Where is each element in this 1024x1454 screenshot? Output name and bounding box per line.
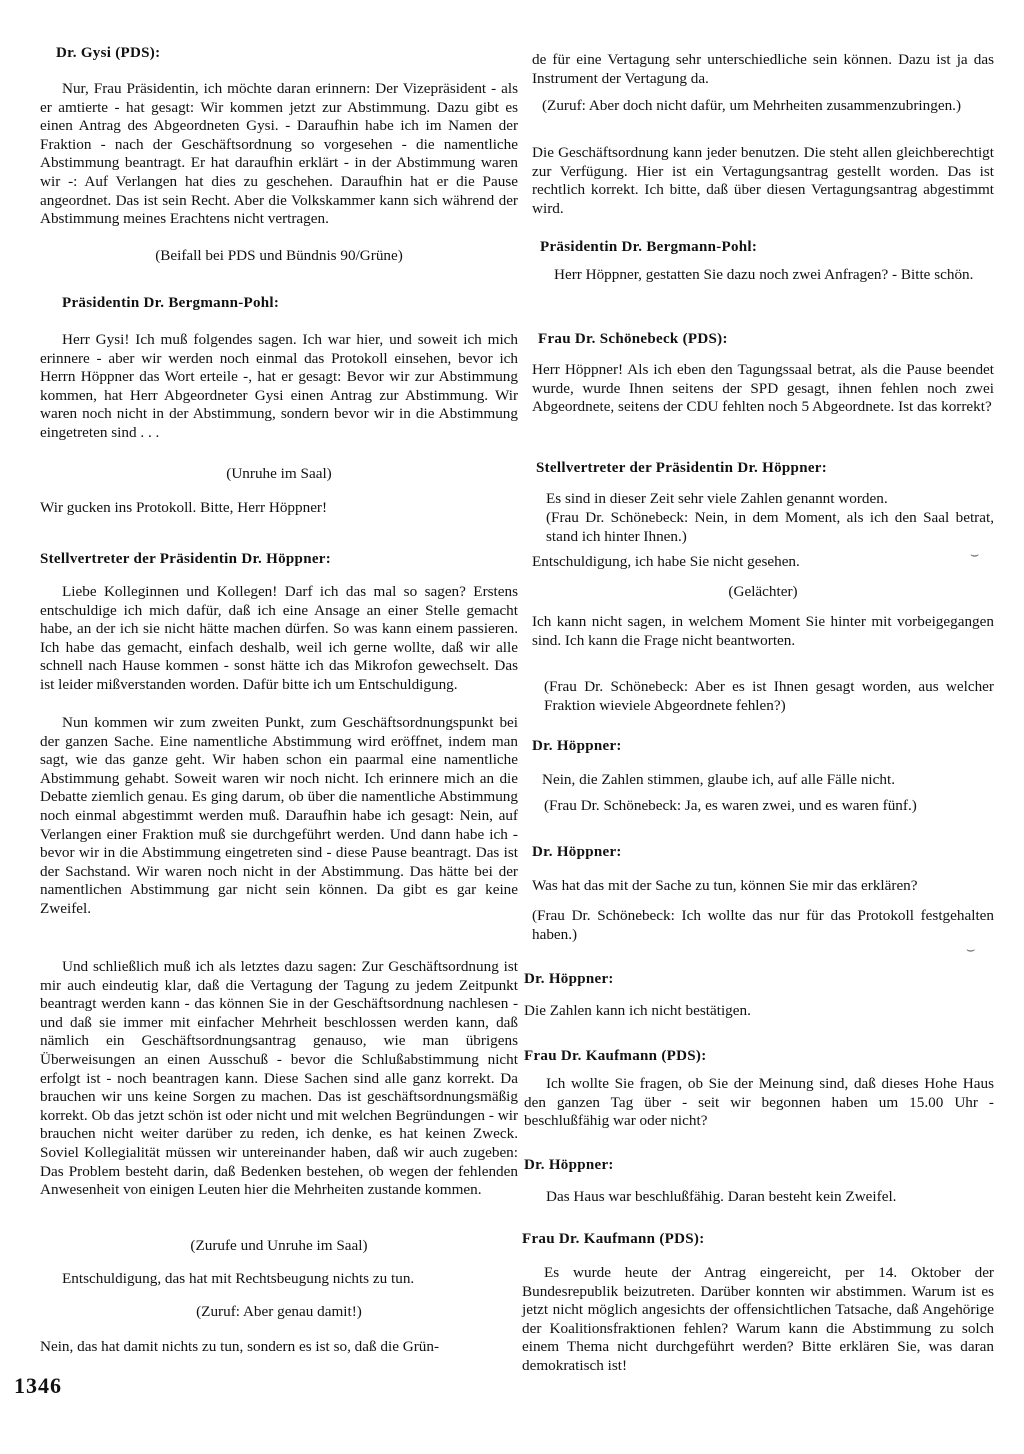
speaker-heading: Dr. Gysi (PDS): xyxy=(56,45,161,61)
paragraph: Liebe Kolleginnen und Kollegen! Darf ich das mal so sagen? Erstens entschuldige ich mich dafür, daß ich eine Ansage an einer Stelle gemacht habe, an der ich sie nicht hätte machen dürfen. So was kann einem passieren. Ich habe das gemacht, einfach deshalb, weil ich gerne wollte, daß wir alle schnell nach Hause kommen - sonst hätte ich das Mikrofon gewechselt. Das ist leider mißverstanden worden. Dafür bitte ich um Entschuldigung. xyxy=(40,583,518,693)
paragraph: de für eine Vertagung sehr unterschiedliche sein können. Dazu ist ja das Instrument der Vertagung da. xyxy=(532,51,994,87)
paragraph: Die Zahlen kann ich nicht bestätigen. xyxy=(524,1002,751,1019)
speaker-heading: Frau Dr. Kaufmann (PDS): xyxy=(522,1231,705,1247)
paragraph: Es wurde heute der Antrag eingereicht, per 14. Oktober der Bundesrepublik beizutreten. Darüber konnten wir abstimmen. Warum ist es jetzt nicht möglich angesichts der offensichtlichen Tatsache, daß Angehörige der Koalitionsfraktionen fehlen? Warum kann die Abstimmung zu solch einem Thema nicht durchgeführt werden? Bitte erklären Sie, was daran demokratisch ist! xyxy=(522,1264,994,1374)
paragraph: Ich kann nicht sagen, in welchem Moment Sie hinter mit vorbeigegangen sind. Ich kann die Frage nicht beantworten. xyxy=(532,613,994,649)
interjection: (Unruhe im Saal) xyxy=(226,465,332,482)
interjection: (Frau Dr. Schönebeck: Ja, es waren zwei, und es waren fünf.) xyxy=(544,797,917,814)
speaker-heading: Frau Dr. Schönebeck (PDS): xyxy=(538,331,728,347)
speaker-heading: Stellvertreter der Präsidentin Dr. Höppner: xyxy=(536,460,828,476)
paragraph: Nein, die Zahlen stimmen, glaube ich, auf alle Fälle nicht. xyxy=(542,771,895,788)
page-number: 1346 xyxy=(14,1373,62,1398)
margin-mark: ⌣ xyxy=(970,548,980,563)
speaker-heading: Dr. Höppner: xyxy=(524,971,614,987)
speaker-heading: Präsidentin Dr. Bergmann-Pohl: xyxy=(540,239,758,255)
paragraph: Ich wollte Sie fragen, ob Sie der Meinung sind, daß dieses Hohe Haus den ganzen Tag über - seit wir begonnen haben um 15.00 Uhr - beschlußfähig war oder nicht? xyxy=(524,1075,994,1130)
interjection: (Frau Dr. Schönebeck: Nein, in dem Moment, als ich den Saal betrat, stand ich hinter Ihnen.) xyxy=(546,509,994,545)
paragraph: Entschuldigung, ich habe Sie nicht gesehen. xyxy=(532,553,800,570)
interjection: (Beifall bei PDS und Bündnis 90/Grüne) xyxy=(155,247,403,264)
paragraph: Nun kommen wir zum zweiten Punkt, zum Geschäftsordnungspunkt bei der ganzen Sache. Eine namentliche Abstimmung wird eröffnet, indem man sagt, wie das ganze geht. Wir haben schon ein paarmal eine namentliche Abstimmung gehabt. Soweit waren wir noch nicht. Ich erinnere mich an die Debatte ziemlich genau. Es ging darum, ob über die namentliche Abstimmung noch einmal abgestimmt werden muß. Daraufhin habe ich gesagt: Nein, auf Verlangen einer Fraktion muß sie durchgeführt werden. Und dann habe ich - bevor wir in die Abstimmung eingetreten sind - diese Pause beantragt. Das ist der Sachstand. Wir waren noch nicht in der Abstimmung. Das hätte bei der namentlichen Abstimmung gar nicht sein können. Da gibt es gar keine Zweifel. xyxy=(40,714,518,917)
interjection: (Gelächter) xyxy=(728,583,798,600)
speaker-heading: Stellvertreter der Präsidentin Dr. Höppner: xyxy=(40,551,332,567)
paragraph: Herr Gysi! Ich muß folgendes sagen. Ich war hier, und soweit ich mich erinnere - aber wir werden noch einmal das Protokoll einsehen, bevor ich Herrn Höppner das Wort erteile -, hat er gesagt: Bevor wir zur Abstimmung kommen, hat Herr Abgeordneter Gysi einen Antrag zur Abstimmung. Wir waren noch nicht in der Abstimmung, sondern bevor wir in die Abstimmung eingetreten sind . . . xyxy=(40,331,518,441)
margin-mark: ⌣ xyxy=(966,943,976,958)
paragraph: Das Haus war beschlußfähig. Daran besteht kein Zweifel. xyxy=(546,1188,897,1205)
paragraph: Es sind in dieser Zeit sehr viele Zahlen genannt worden. xyxy=(546,490,888,507)
paragraph: Herr Höppner! Als ich eben den Tagungssaal betrat, als die Pause beendet wurde, wurde Ihnen seitens der SPD gesagt, ihnen fehlen noch zwei Abgeordnete, seitens der CDU fehlten noch 5 Abgeordnete. Ist das korrekt? xyxy=(532,361,994,416)
paragraph: Nein, das hat damit nichts zu tun, sondern es ist so, daß die Grün- xyxy=(40,1338,440,1355)
speaker-heading: Frau Dr. Kaufmann (PDS): xyxy=(524,1048,707,1064)
paragraph: Die Geschäftsordnung kann jeder benutzen. Die steht allen gleichberechtigt zur Verfügung. Hier ist ein Vertagungsantrag gestellt worden. Das ist rechtlich korrekt. Ich bitte, daß über diesen Vertagungsantrag abgestimmt wird. xyxy=(532,144,994,217)
paragraph: Nur, Frau Präsidentin, ich möchte daran erinnern: Der Vizepräsident - als er amtierte - hat gesagt: Wir kommen jetzt zur Abstimmung. Dazu gibt es einen Antrag des Abgeordneten Gysi. - Daraufhin habe ich im Namen der Fraktion - nach der Geschäftsordnung so vorgesehen - die namentliche Abstimmung beantragt. Er hat daraufhin erklärt - in der Abstimmung waren wir -: Auf Verlangen hat dies zu geschehen. Daraufhin hat er die Pause angeordnet. Das ist sein Recht. Aber die Volkskammer kann sich während der Abstimmung meines Erachtens nicht vertragen. xyxy=(40,80,518,228)
interjection: (Frau Dr. Schönebeck: Ich wollte das nur für das Protokoll festgehalten haben.) xyxy=(532,907,994,943)
paragraph: Entschuldigung, das hat mit Rechtsbeugung nichts zu tun. xyxy=(62,1270,415,1287)
speaker-heading: Dr. Höppner: xyxy=(524,1157,614,1173)
interjection: (Zuruf: Aber doch nicht dafür, um Mehrheiten zusammenzubringen.) xyxy=(542,97,962,114)
interjection: (Frau Dr. Schönebeck: Aber es ist Ihnen gesagt worden, aus welcher Fraktion wieviele Abgeordnete fehlen?) xyxy=(544,678,994,714)
speaker-heading: Dr. Höppner: xyxy=(532,738,622,754)
speaker-heading: Präsidentin Dr. Bergmann-Pohl: xyxy=(62,295,280,311)
interjection: (Zuruf: Aber genau damit!) xyxy=(196,1303,362,1320)
paragraph: Und schließlich muß ich als letztes dazu sagen: Zur Geschäftsordnung ist mir auch eindeutig klar, daß die Vertagung der Tagung zu jedem Zeitpunkt beantragt werden kann - das können Sie in der Geschäftsordnung nachlesen - und daß sie immer mit einfacher Mehrheit beschlossen werden kann, daß nämlich ein Geschäftsordnungsantrag genauso, wie man übrigens Überweisungen an einen Ausschuß - bevor die Schlußabstimmung nicht erfolgt ist - noch beantragen kann. Diese Sachen sind alle ganz korrekt. Da brauchen wir uns keine Sorgen zu machen. Das ist geschäftsordnungsmäßig korrekt. Ob das jetzt schön ist oder nicht und mit welchen Begründungen - wir brauchen nicht weiter darüber zu reden, ich denke, es hat keinen Zweck. Soviel Kollegialität müssen wir untereinander haben, daß wir auch zugeben: Das Problem besteht darin, daß Bedenken bestehen, ob wegen der fehlenden Anwesenheit von einigen Leuten hier die Mehrheiten zustande kommen. xyxy=(40,958,518,1199)
paragraph: Herr Höppner, gestatten Sie dazu noch zwei Anfragen? - Bitte schön. xyxy=(554,266,974,283)
paragraph: Was hat das mit der Sache zu tun, können Sie mir das erklären? xyxy=(532,877,918,894)
speaker-heading: Dr. Höppner: xyxy=(532,844,622,860)
interjection: (Zurufe und Unruhe im Saal) xyxy=(190,1237,368,1254)
paragraph: Wir gucken ins Protokoll. Bitte, Herr Höppner! xyxy=(40,499,328,516)
